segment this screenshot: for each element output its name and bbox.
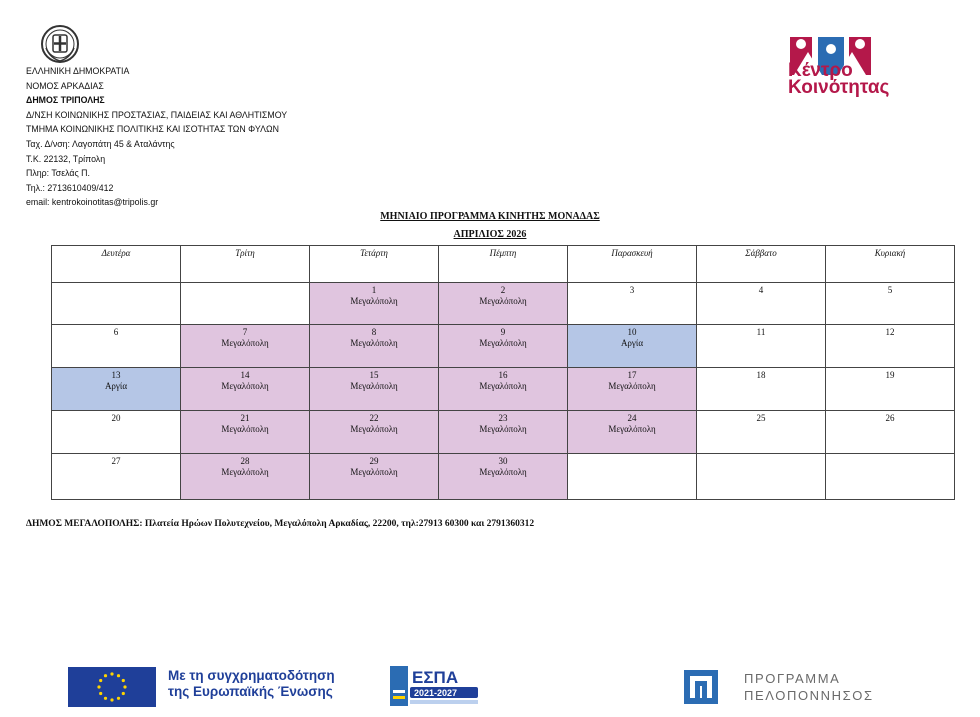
calendar-week-row [52,283,955,325]
header-line: Δ/ΝΣΗ ΚΟΙΝΩΝΙΚΗΣ ΠΡΟΣΤΑΣΙΑΣ, ΠΑΙΔΕΙΑΣ ΚΑΙ ΑΘΛΗΤΙΣΜΟΥ [26,109,288,120]
eu-star-icon [104,697,107,700]
day-number: 23 [498,413,508,423]
calendar-week-row [52,411,955,454]
header-line: Τ.Κ. 22132, Τρίπολη [26,153,106,164]
day-number: 11 [756,327,766,337]
day-number: 2 [500,285,506,295]
day-location: Μεγαλόπολη [350,424,398,434]
eu-star-icon [122,679,125,682]
eu-star-icon [117,674,120,677]
peloponnisos-logo-icon [684,670,718,704]
eu-flag-icon [68,667,156,707]
municipality-address [26,519,534,529]
day-number: 17 [627,370,637,380]
day-location: Μεγαλόπολη [608,381,656,391]
day-number: 13 [111,370,121,380]
calendar-week-row [52,368,955,411]
calendar-day-cell [439,283,568,325]
day-number: 21 [240,413,250,423]
calendar-day-cell [310,411,439,454]
calendar-day-cell [826,325,955,368]
eu-star-icon [110,698,113,701]
day-number: 16 [498,370,508,380]
calendar-day-cell [568,368,697,411]
brand-line-1: Κέντρο [788,60,853,81]
calendar-day-cell [439,454,568,500]
day-number: 14 [240,370,250,380]
calendar-day-cell [181,368,310,411]
calendar-day-cell [181,454,310,500]
day-number: 27 [111,456,121,466]
day-number: 26 [885,413,895,423]
calendar-day-cell [568,454,697,500]
calendar-day-cell [826,411,955,454]
header-line: Πληρ: Τσελάς Π. [26,168,90,179]
eu-line-1: Με τη συγχρηματοδότηση [168,668,335,683]
eu-star-icon [110,672,113,675]
header-line: ΕΛΛΗΝΙΚΗ ΔΗΜΟΚΡΑΤΙΑ [26,66,130,76]
day-number: 25 [756,413,766,423]
calendar-day-cell [697,368,826,411]
day-number: 20 [111,413,121,423]
day-location: Μεγαλόπολη [350,381,398,391]
sender-header [26,64,287,210]
document-title: ΜΗΝΙΑΙΟ ΠΡΟΓΡΑΜΜΑ ΚΙΝΗΤΗΣ ΜΟΝΑΔΑΣ [380,211,600,222]
day-number: 1 [371,285,377,295]
calendar-day-cell [181,411,310,454]
day-location: Αργία [104,381,128,391]
month-title: ΑΠΡΙΛΙΟΣ 2026 [453,229,527,240]
day-location: Μεγαλόπολη [608,424,656,434]
calendar-day-cell [310,368,439,411]
day-header: Σάββατο [697,246,826,283]
calendar-day-cell [181,325,310,368]
day-location: Μεγαλόπολη [221,338,269,348]
day-number: 4 [758,285,764,295]
calendar-day-cell [310,325,439,368]
day-number: 3 [629,285,635,295]
day-number: 18 [756,370,766,380]
program-name [744,670,874,704]
day-number: 24 [627,413,637,423]
day-location: Μεγαλόπολη [350,296,398,306]
address-label: ΔΗΜΟΣ ΜΕΓΑΛΟΠΟΛΗΣ: [26,519,143,529]
greek-coat-of-arms-icon [40,24,80,64]
day-location: Μεγαλόπολη [350,338,398,348]
address-text: Πλατεία Ηρώων Πολυτεχνείου, Μεγαλόπολη Αρκαδίας, 22200, τηλ:27913 60300 και 2791360312 [142,519,535,529]
day-number: 28 [240,456,250,466]
day-number: 12 [885,327,895,337]
eu-star-icon [97,685,100,688]
day-header: Παρασκευή [568,246,697,283]
day-location: Μεγαλόπολη [479,424,527,434]
calendar-day-cell [52,325,181,368]
eu-line-2: της Ευρωπαϊκής Ένωσης [168,684,333,699]
day-number: 30 [498,456,508,466]
day-number: 10 [627,327,637,337]
calendar-header-row [52,246,955,283]
header-line: ΔΗΜΟΣ ΤΡΙΠΟΛΗΣ [26,95,105,106]
espa-years: 2021-2027 [414,688,458,698]
day-location: Μεγαλόπολη [221,424,269,434]
espa-title: ΕΣΠΑ [412,668,459,687]
calendar-day-cell [826,368,955,411]
calendar-day-cell [181,283,310,325]
eu-star-icon [122,692,125,695]
calendar-day-cell [697,411,826,454]
program-line-2: ΠΕΛΟΠΟΝΝΗΣΟΣ [744,688,874,703]
calendar-day-cell [310,283,439,325]
eu-star-icon [104,674,107,677]
day-location: Μεγαλόπολη [221,381,269,391]
day-number: 22 [369,413,379,423]
calendar-day-cell [568,411,697,454]
eu-cofunding-text [168,668,335,700]
eu-star-icon [117,697,120,700]
eu-star-icon [123,685,126,688]
header-line: Τηλ.: 2713610409/412 [26,182,114,193]
day-number: 8 [371,327,377,337]
day-number: 29 [369,456,379,466]
calendar-day-cell [439,325,568,368]
day-number: 9 [500,327,506,337]
calendar-day-cell [697,454,826,500]
day-location: Μεγαλόπολη [479,467,527,477]
calendar-day-cell [568,283,697,325]
espa-logo-icon [390,666,480,706]
day-location: Μεγαλόπολη [350,467,398,477]
calendar-week-row [52,325,955,368]
day-number: 19 [885,370,895,380]
calendar-day-cell [52,283,181,325]
calendar-day-cell [568,325,697,368]
day-location: Μεγαλόπολη [221,467,269,477]
monthly-calendar [51,245,955,500]
header-line: ΤΜΗΜΑ ΚΟΙΝΩΝΙΚΗΣ ΠΟΛΙΤΙΚΗΣ ΚΑΙ ΙΣΟΤΗΤΑΣ ΤΩΝ ΦΥΛΩΝ [26,124,279,135]
calendar-day-cell [439,368,568,411]
day-header: Δευτέρα [52,246,181,283]
calendar-day-cell [52,411,181,454]
program-line-1: ΠΡΟΓΡΑΜΜΑ [744,671,841,686]
calendar-day-cell [826,283,955,325]
day-header: Πέμπτη [439,246,568,283]
calendar-day-cell [697,283,826,325]
calendar-day-cell [310,454,439,500]
calendar-day-cell [52,454,181,500]
calendar-day-cell [52,368,181,411]
eu-star-icon [99,692,102,695]
day-location: Μεγαλόπολη [479,338,527,348]
day-location: Μεγαλόπολη [479,381,527,391]
day-header: Τετάρτη [310,246,439,283]
eu-star-icon [99,679,102,682]
day-number: 7 [242,327,248,337]
header-line: email: kentrokoinotitas@tripolis.gr [26,197,159,208]
day-location: Αργία [620,338,644,348]
day-number: 6 [113,327,119,337]
brand-line-2: Κοινότητας [788,77,890,98]
day-location: Μεγαλόπολη [479,296,527,306]
calendar-body [52,283,955,500]
day-header: Κυριακή [826,246,955,283]
calendar-day-cell [439,411,568,454]
day-number: 5 [887,285,893,295]
calendar-day-cell [697,325,826,368]
day-number: 15 [369,370,379,380]
calendar-week-row [52,454,955,500]
day-header: Τρίτη [181,246,310,283]
header-line: Ταχ. Δ/νση: Λαγοπάτη 45 & Αταλάντης [26,138,175,149]
calendar-day-cell [826,454,955,500]
header-line: ΝΟΜΟΣ ΑΡΚΑΔΙΑΣ [26,80,104,91]
brand-name [788,62,889,96]
